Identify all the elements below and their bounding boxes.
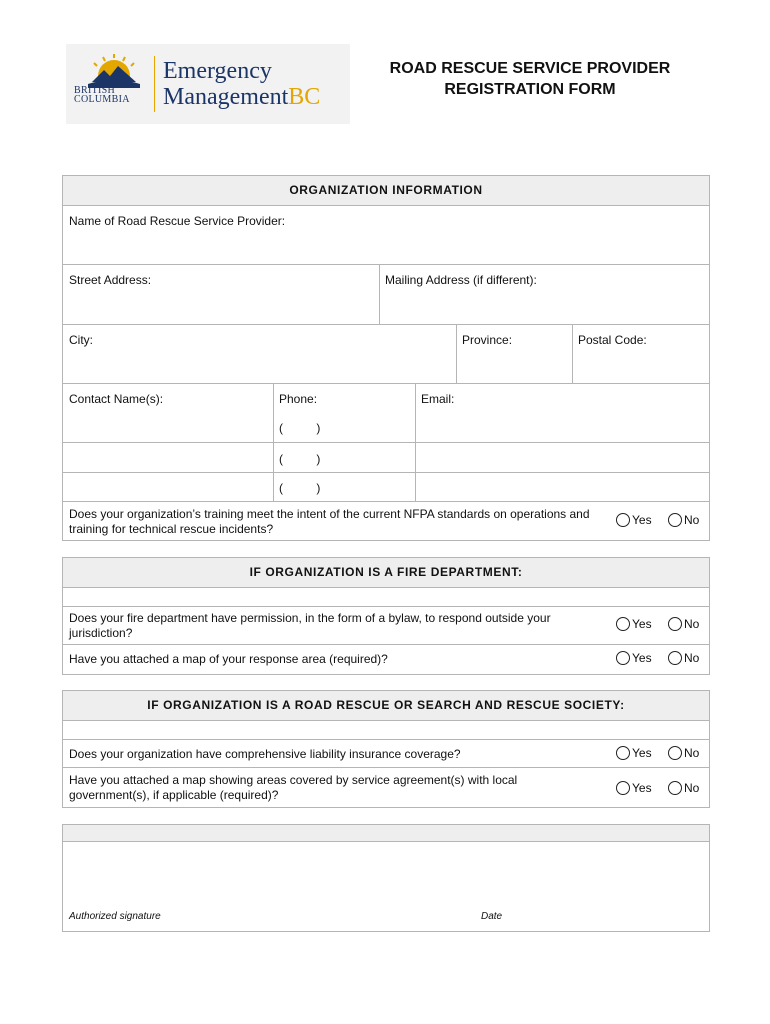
- province-label: Province:: [462, 333, 513, 347]
- radio-circle-icon: [616, 513, 630, 527]
- logo-text-line1: Emergency: [163, 58, 272, 84]
- section-header: IF ORGANIZATION IS A FIRE DEPARTMENT:: [63, 558, 709, 588]
- service-map-yes-radio[interactable]: Yes: [616, 781, 652, 795]
- response-map-yes-radio[interactable]: Yes: [616, 651, 652, 665]
- bylaw-question: Does your fire department have permission, in the form of a bylaw, to respond outside your jurisdiction?: [69, 611, 551, 640]
- postal-code-label: Postal Code:: [578, 333, 647, 347]
- response-map-question: Have you attached a map of your response area (required)?: [69, 652, 388, 666]
- service-map-question: Have you attached a map showing areas covered by service agreement(s) with local government(s), if applicable (required)?: [69, 773, 518, 802]
- radio-circle-icon: [668, 513, 682, 527]
- bylaw-yes-radio[interactable]: Yes: [616, 617, 652, 631]
- phone-area-code-3[interactable]: ( ): [279, 481, 321, 495]
- phone-area-code-1[interactable]: ( ): [279, 421, 321, 435]
- nfpa-no-radio[interactable]: No: [668, 513, 699, 527]
- radio-circle-icon: [668, 617, 682, 631]
- date-label: Date: [481, 911, 503, 922]
- insurance-yes-radio[interactable]: Yes: [616, 746, 652, 760]
- radio-circle-icon: [668, 746, 682, 760]
- section-header: ORGANIZATION INFORMATION: [63, 176, 709, 206]
- logo-divider: [154, 56, 155, 112]
- phone-area-code-2[interactable]: ( ): [279, 452, 321, 466]
- mailing-address-label: Mailing Address (if different):: [385, 273, 537, 287]
- page-title: ROAD RESCUE SERVICE PROVIDER REGISTRATION FORM: [389, 60, 671, 98]
- signature-header-band: [63, 825, 709, 842]
- rescue-society-section: [62, 690, 710, 808]
- organization-information-section: [62, 175, 710, 541]
- response-map-no-radio[interactable]: No: [668, 651, 699, 665]
- email-label: Email:: [421, 392, 455, 406]
- radio-circle-icon: [668, 781, 682, 795]
- service-map-no-radio[interactable]: No: [668, 781, 699, 795]
- radio-circle-icon: [616, 781, 630, 795]
- bc-sun-mountain-icon: [84, 54, 144, 88]
- radio-circle-icon: [616, 651, 630, 665]
- logo-text-line2: ManagementBC: [163, 84, 321, 110]
- insurance-question: Does your organization have comprehensive liability insurance coverage?: [69, 747, 461, 761]
- bylaw-no-radio[interactable]: No: [668, 617, 699, 631]
- insurance-no-radio[interactable]: No: [668, 746, 699, 760]
- provider-name-label: Name of Road Rescue Service Provider:: [69, 214, 286, 228]
- contact-names-label: Contact Name(s):: [69, 392, 164, 406]
- nfpa-yes-radio[interactable]: Yes: [616, 513, 652, 527]
- phone-label: Phone:: [279, 392, 318, 406]
- fire-department-section: [62, 557, 710, 675]
- radio-circle-icon: [616, 746, 630, 760]
- nfpa-question: Does your organization’s training meet the intent of the current NFPA standards on operations and training for technical rescue incidents?: [69, 507, 590, 536]
- city-label: City:: [69, 333, 93, 347]
- section-header: IF ORGANIZATION IS A ROAD RESCUE OR SEARCH AND RESCUE SOCIETY:: [63, 691, 709, 721]
- signature-section: [62, 824, 710, 932]
- province-name: BRITISH COLUMBIA: [74, 85, 130, 105]
- authorized-signature-label: Authorized signature: [69, 911, 161, 922]
- radio-circle-icon: [616, 617, 630, 631]
- radio-circle-icon: [668, 651, 682, 665]
- street-address-label: Street Address:: [69, 273, 152, 287]
- emergency-management-bc-logo: [66, 44, 350, 124]
